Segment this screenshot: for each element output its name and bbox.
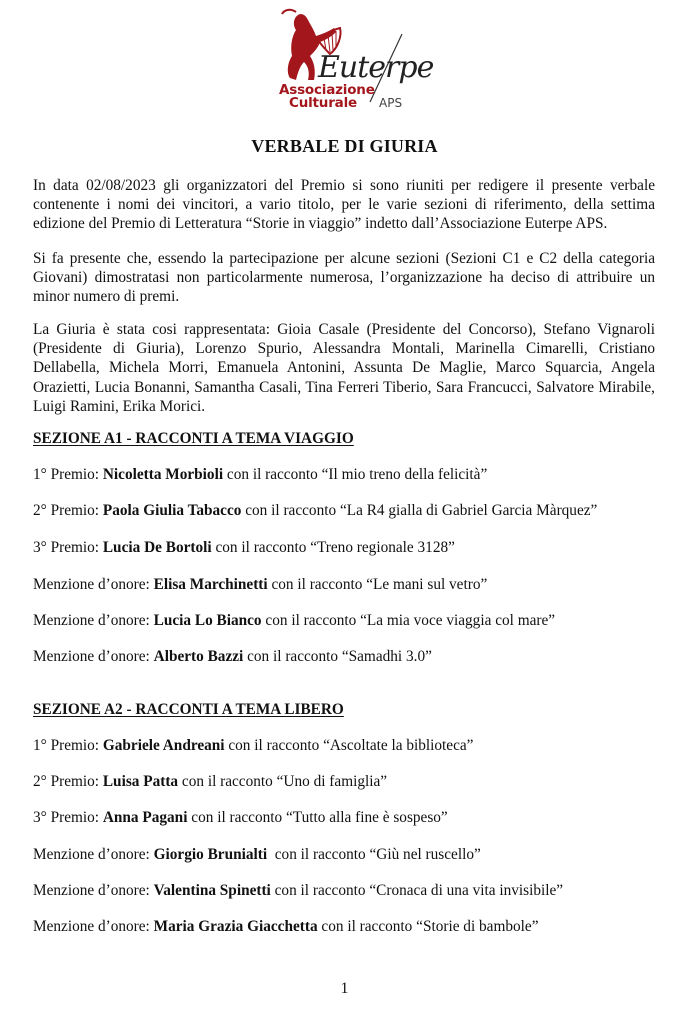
- logo-aps: APS: [379, 96, 403, 110]
- award-row: 2° Premio: Paola Giulia Tabacco con il racconto “La R4 gialla di Gabriel Garcia Màrquez”: [33, 502, 598, 519]
- section-a1-heading: SEZIONE A1 - RACCONTI A TEMA VIAGGIO: [33, 430, 354, 447]
- award-row: Menzione d’onore: Lucia Lo Bianco con il racconto “La mia voce viaggia col mare”: [33, 612, 556, 629]
- section-a2-heading: SEZIONE A2 - RACCONTI A TEMA LIBERO: [33, 701, 344, 718]
- award-row: 3° Premio: Anna Pagani con il racconto “Tutto alla fine è sospeso”: [33, 809, 448, 826]
- work-title: “Uno di famiglia”: [276, 773, 388, 790]
- winner-name: Nicoletta Morbioli: [102, 466, 224, 483]
- work-title: “Tutto alla fine è sospeso”: [286, 809, 448, 826]
- work-title: “La mia voce viaggia col mare”: [360, 612, 556, 629]
- award-row: 2° Premio: Luisa Patta con il racconto “Uno di famiglia”: [33, 773, 388, 790]
- logo-subtitle: Associazione Culturale: [279, 82, 375, 111]
- document-title: VERBALE DI GIURIA: [251, 136, 438, 156]
- winner-name: Luisa Patta: [102, 773, 179, 790]
- winner-name: Alberto Bazzi: [153, 648, 244, 665]
- intro-paragraph: In data 02/08/2023 gli organizzatori del Premio si sono riuniti per redigere il presente verbale contenente i nomi dei vincitori, a vario titolo, per le varie sezioni di riferimento, della settima edizione del Premio di Letteratura “Storie in viaggio” indetto dall’Associazione Euterpe APS.: [33, 177, 655, 233]
- work-title: “Giù nel ruscello”: [369, 846, 481, 863]
- euterpe-logo: [270, 6, 434, 116]
- winner-name: Anna Pagani: [102, 809, 188, 826]
- winner-name: Valentina Spinetti: [153, 882, 271, 899]
- winner-name: Giorgio Brunialti: [153, 846, 268, 863]
- jury-paragraph: La Giuria è stata cosi rappresentata: Gioia Casale (Presidente del Concorso), Stefano Vignaroli (Presidente di Giuria), Lorenzo Spurio, Alessandra Montali, Marinella Cimarelli, Cristiano Dellabella, Michela Morri, Emanuela Antonini, Assunta De Maglie, Marco Squarcia, Angela Orazietti, Lucia Bonanni, Samantha Casali, Tina Ferreri Tiberio, Sara Francucci, Salvatore Mirabile, Luigi Ramini, Erika Morici.: [33, 321, 655, 415]
- work-title: “La R4 gialla di Gabriel Garcia Màrquez”: [339, 502, 598, 519]
- award-row: Menzione d’onore: Alberto Bazzi con il racconto “Samadhi 3.0”: [33, 648, 432, 665]
- winner-name: Gabriele Andreani: [102, 737, 225, 754]
- work-title: “Le mani sul vetro”: [366, 576, 488, 593]
- winner-name: Lucia De Bortoli: [102, 539, 212, 556]
- page-number: 1: [340, 980, 349, 997]
- work-title: “Storie di bambole”: [416, 918, 539, 935]
- work-title: “Samadhi 3.0”: [341, 648, 432, 665]
- winner-name: Maria Grazia Giacchetta: [153, 918, 318, 935]
- award-row: Menzione d’onore: Elisa Marchinetti con il racconto “Le mani sul vetro”: [33, 576, 488, 593]
- award-row: Menzione d’onore: Giorgio Brunialti con il racconto “Giù nel ruscello”: [33, 846, 481, 863]
- award-row: 1° Premio: Gabriele Andreani con il racconto “Ascoltate la biblioteca”: [33, 737, 474, 754]
- work-title: “Il mio treno della felicità”: [321, 466, 488, 483]
- winner-name: Elisa Marchinetti: [153, 576, 268, 593]
- award-row: Menzione d’onore: Maria Grazia Giacchetta con il racconto “Storie di bambole”: [33, 918, 539, 935]
- notice-paragraph: Si fa presente che, essendo la partecipazione per alcune sezioni (Sezioni C1 e C2 della categoria Giovani) dimostratasi non particolarmente numerosa, l’organizzazione ha deciso di attribuire un minor numero di premi.: [33, 250, 655, 306]
- award-row: 3° Premio: Lucia De Bortoli con il racconto “Treno regionale 3128”: [33, 539, 455, 556]
- work-title: “Treno regionale 3128”: [310, 539, 455, 556]
- award-row: 1° Premio: Nicoletta Morbioli con il racconto “Il mio treno della felicità”: [33, 466, 488, 483]
- award-row: Menzione d’onore: Valentina Spinetti con il racconto “Cronaca di una vita invisibile”: [33, 882, 564, 899]
- logo-wordmark: Euterpe: [318, 50, 434, 85]
- winner-name: Paola Giulia Tabacco: [102, 502, 242, 519]
- work-title: “Ascoltate la biblioteca”: [323, 737, 474, 754]
- winner-name: Lucia Lo Bianco: [153, 612, 262, 629]
- work-title: “Cronaca di una vita invisibile”: [369, 882, 564, 899]
